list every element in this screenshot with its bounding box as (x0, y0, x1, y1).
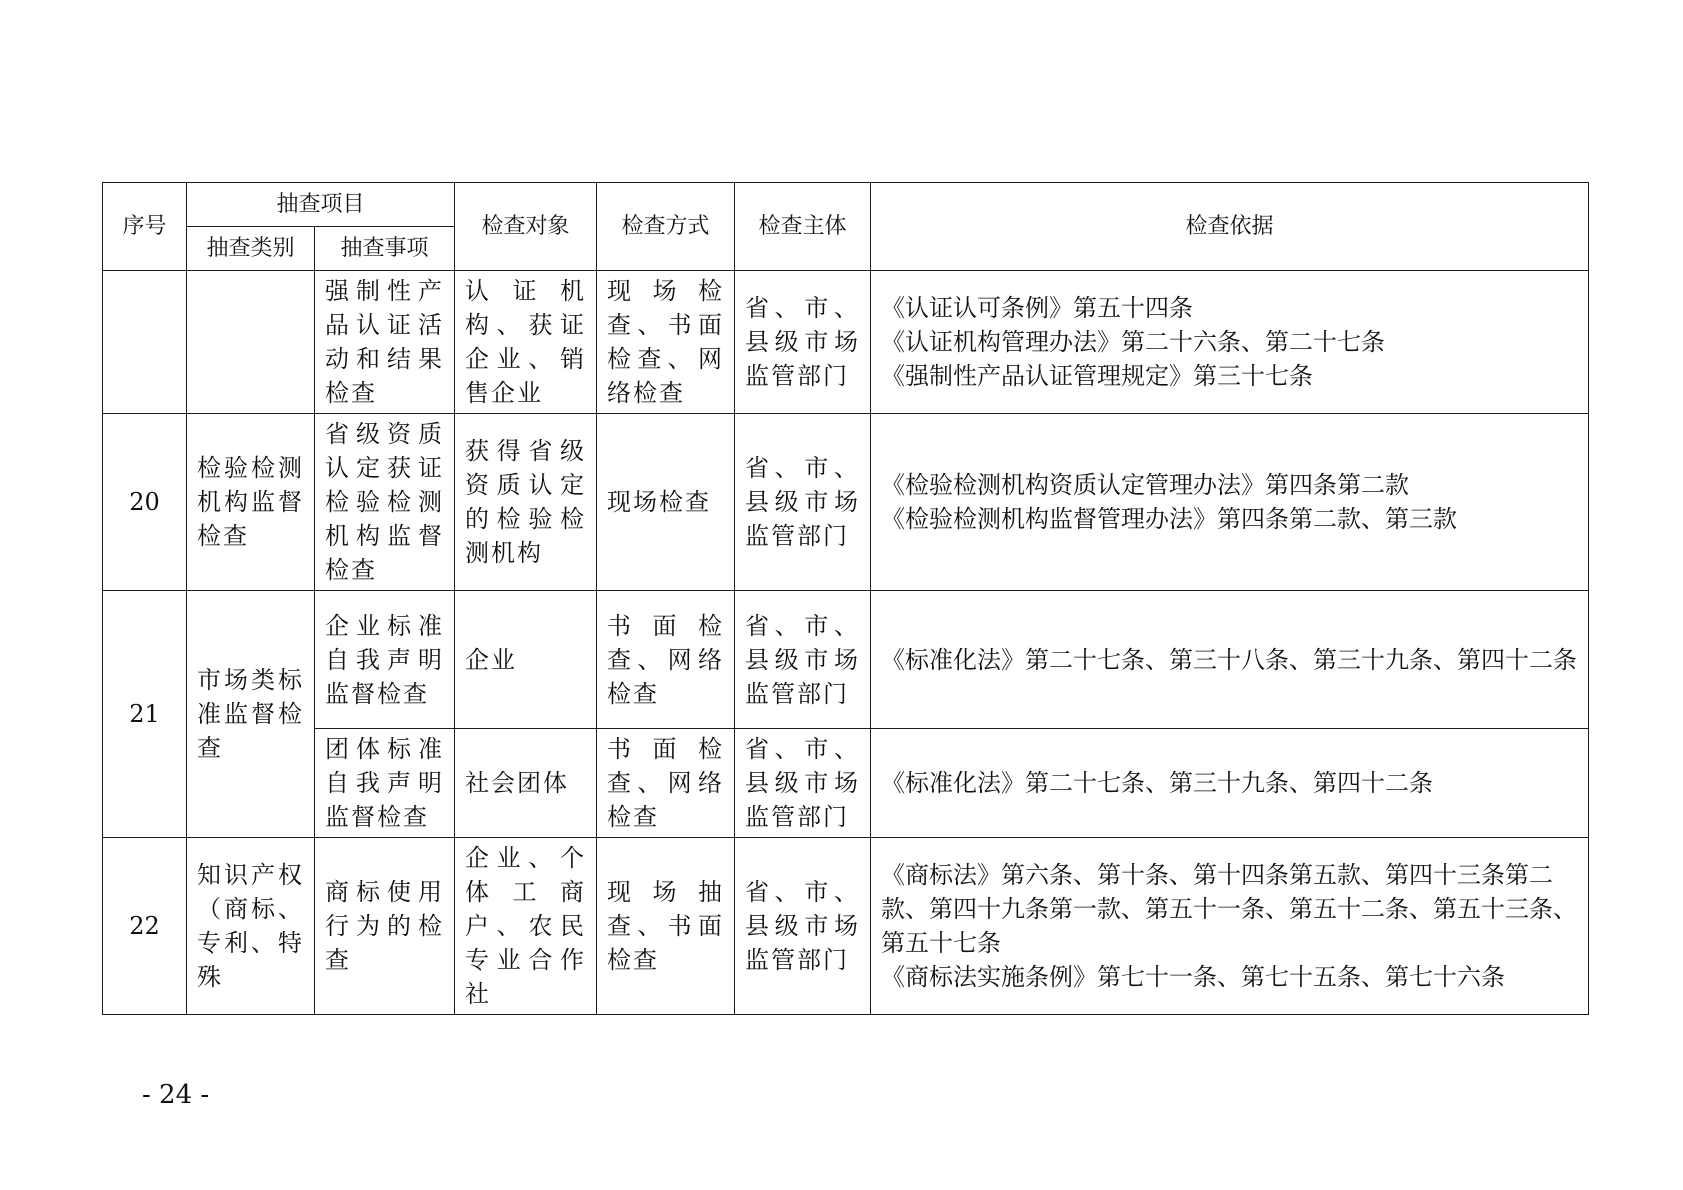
basis-line: 《认证机构管理办法》第二十六条、第二十七条 (881, 328, 1386, 356)
table-row (103, 729, 1589, 838)
basis-line: 《检验检测机构资质认定管理办法》第四条第二款 (881, 471, 1410, 499)
row-subject: 省、市、县级市场监管部门 (735, 838, 871, 1015)
row-seq (103, 271, 187, 414)
row-method: 现场抽查、书面检查 (597, 838, 735, 1015)
row-category (187, 271, 315, 414)
header-method: 检查方式 (597, 183, 735, 271)
table-row (103, 838, 1589, 1015)
row-matter: 企业标准自我声明监督检查 (315, 591, 455, 729)
header-matter: 抽查事项 (315, 227, 455, 271)
basis-line: 《认证认可条例》第五十四条 (881, 294, 1194, 322)
row-subject: 省、市、县级市场监管部门 (735, 271, 871, 414)
row-method: 现场检查 (597, 414, 735, 591)
row-matter: 团体标准自我声明监督检查 (315, 729, 455, 838)
row-seq: 22 (103, 838, 187, 1015)
header-item-group: 抽查项目 (187, 183, 455, 227)
header-seq: 序号 (103, 183, 187, 271)
row-seq: 21 (103, 591, 187, 838)
row-subject: 省、市、县级市场监管部门 (735, 591, 871, 729)
basis-line: 《强制性产品认证管理规定》第三十七条 (881, 362, 1314, 390)
header-category: 抽查类别 (187, 227, 315, 271)
row-matter: 省级资质认定获证检验检测机构监督检查 (315, 414, 455, 591)
row-object: 企业、个体工商户、农民专业合作社 (455, 838, 597, 1015)
header-basis: 检查依据 (871, 183, 1589, 271)
row-subject: 省、市、县级市场监管部门 (735, 414, 871, 591)
row-subject: 省、市、县级市场监管部门 (735, 729, 871, 838)
row-basis (871, 729, 1589, 838)
header-object: 检查对象 (455, 183, 597, 271)
row-category: 知识产权（商标、专利、特殊 (187, 838, 315, 1015)
table-row (103, 271, 1589, 414)
row-category: 检验检测机构监督检查 (187, 414, 315, 591)
basis-line: 《标准化法》第二十七条、第三十九条、第四十二条 (881, 769, 1434, 797)
row-category: 市场类标准监督检查 (187, 591, 315, 838)
row-object: 获得省级资质认定的检验检测机构 (455, 414, 597, 591)
row-basis (871, 271, 1589, 414)
row-matter: 强制性产品认证活动和结果检查 (315, 271, 455, 414)
row-basis (871, 591, 1589, 729)
table-row (103, 591, 1589, 729)
row-seq: 20 (103, 414, 187, 591)
basis-line: 《检验检测机构监督管理办法》第四条第二款、第三款 (881, 505, 1458, 533)
table-row (103, 414, 1589, 591)
basis-line: 《商标法实施条例》第七十一条、第七十五条、第七十六条 (881, 963, 1506, 991)
row-basis (871, 414, 1589, 591)
row-object: 认证机构、获证企业、销售企业 (455, 271, 597, 414)
row-method: 现场检查、书面检查、网络检查 (597, 271, 735, 414)
page-number: - 24 - (142, 1080, 210, 1110)
row-matter: 商标使用行为的检查 (315, 838, 455, 1015)
header-subject: 检查主体 (735, 183, 871, 271)
row-method: 书面检查、网络检查 (597, 729, 735, 838)
row-object: 企业 (455, 591, 597, 729)
inspection-table (102, 182, 1589, 1015)
row-basis (871, 838, 1589, 1015)
basis-line: 《商标法》第六条、第十条、第十四条第五款、第四十三条第二款、第四十九条第一款、第五十一条、第五十二条、第五十三条、第五十七条 (881, 861, 1578, 957)
row-object: 社会团体 (455, 729, 597, 838)
row-method: 书面检查、网络检查 (597, 591, 735, 729)
basis-line: 《标准化法》第二十七条、第三十八条、第三十九条、第四十二条 (881, 645, 1578, 674)
